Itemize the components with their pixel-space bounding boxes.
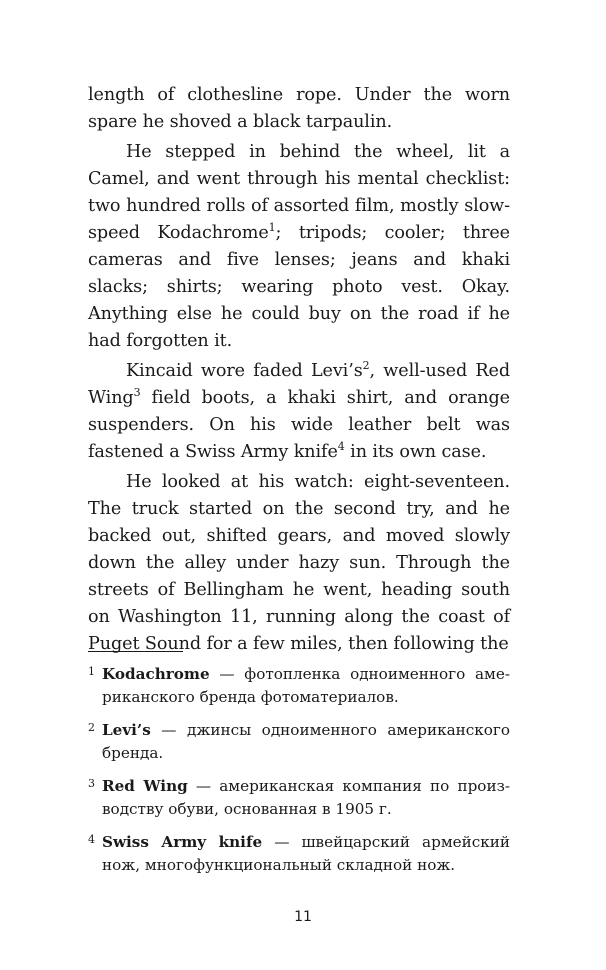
footnote-text: — американская компания по производству обуви, основанная в 1905 г. [102, 777, 510, 818]
footnote-reference[interactable]: 1 [268, 221, 276, 235]
footnote-number: 4 [88, 833, 95, 846]
footnote-text: — швейцарский армейский нож, многофункциональный складной нож. [102, 833, 511, 874]
footnote-body [102, 831, 510, 877]
footnotes [88, 663, 510, 887]
footnote-number: 2 [88, 721, 95, 734]
footnote-item [88, 831, 510, 877]
main-text [88, 82, 510, 658]
paragraph [88, 469, 510, 658]
paragraph-text: , well-used Red Wing [88, 361, 511, 408]
page-number: 11 [294, 909, 312, 925]
footnote-item [88, 663, 510, 709]
paragraph-text: length of clothesline rope. Under the worn spare he shoved a black tarpaulin. [88, 85, 510, 132]
footnote-number: 1 [88, 665, 95, 678]
paragraph-text: in its own case. [344, 442, 487, 462]
footnote-body [102, 663, 510, 709]
paragraph [88, 139, 510, 355]
footnote-text: — джинсы одноименного американского бренда. [102, 721, 510, 762]
paragraph-text: He looked at his watch: eight-seventeen. The truck started on the second try, and he backed out, shifted gears, and moved slowly down the alley under hazy sun. Through the streets of Bellingham he went, heading south on Washington 11, running along the coast of Puget Sound for a few miles, then following the [88, 472, 510, 654]
page-body [88, 82, 510, 658]
footnote-term: Kodachrome [102, 665, 210, 683]
paragraph-text: He stepped in behind the wheel, lit a Camel, and went through his mental checklist: two hundred rolls of assorted film, mostly slow-speed Kodachrome [88, 142, 510, 243]
footnote-term: Levi’s [102, 721, 151, 739]
paragraph-text: ; tripods; cooler; three cameras and five lenses; jeans and khaki slacks; shirts; wearing photo vest. Okay. Anything else he could buy on the road if he had forgotten it. [88, 223, 510, 351]
footnote-body [102, 719, 510, 765]
footnote-term: Red Wing [102, 777, 188, 795]
paragraph-text: Kincaid wore faded Levi’s [126, 361, 363, 381]
footnote-text: — фотопленка одноименного американского бренда фотоматериалов. [102, 665, 510, 706]
paragraph [88, 358, 510, 466]
footnote-number: 3 [88, 777, 95, 790]
footnote-reference[interactable]: 2 [362, 359, 370, 373]
footnote-reference[interactable]: 3 [133, 386, 141, 400]
footnote-reference[interactable]: 4 [337, 440, 345, 454]
footnote-term: Swiss Army knife [102, 833, 263, 851]
footnote-body [102, 775, 510, 821]
paragraph-text: field boots, a khaki shirt, and orange suspenders. On his wide leather belt was fastened a Swiss Army knife [88, 388, 510, 462]
footnote-item [88, 719, 510, 765]
footnote-divider [88, 651, 183, 652]
footnote-item [88, 775, 510, 821]
paragraph [88, 82, 510, 136]
